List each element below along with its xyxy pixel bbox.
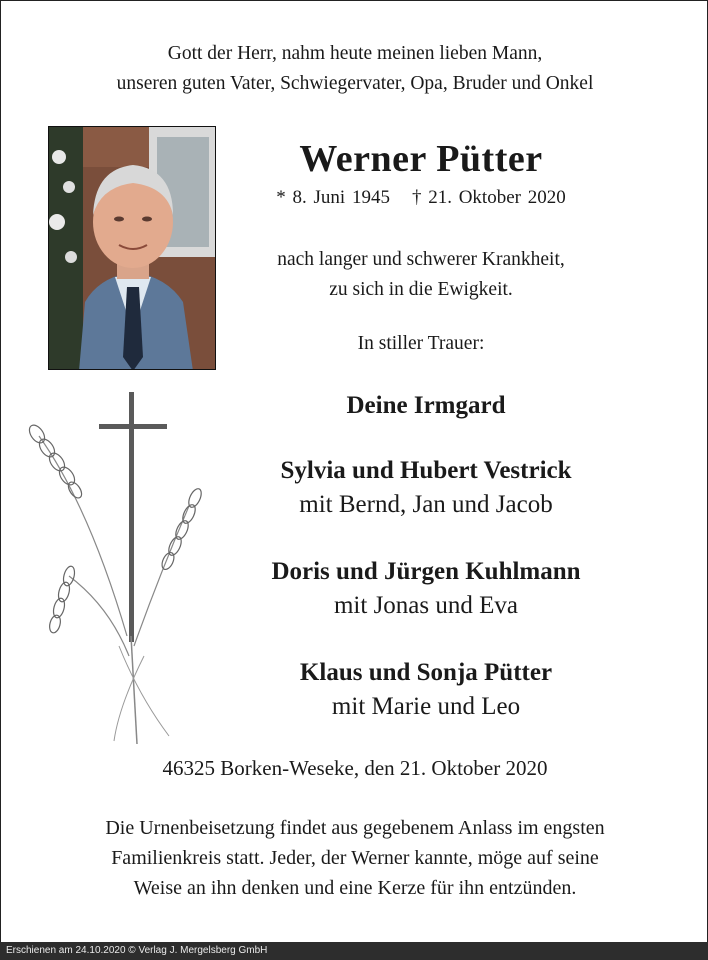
birth-date: * 8. Juni 1945 — [276, 187, 390, 208]
publication-footer: Erschienen am 24.10.2020 © Verlag J. Mergelsberg GmbH — [0, 942, 708, 960]
life-dates — [231, 187, 611, 209]
illness-text — [231, 245, 611, 305]
mourner-sub: mit Jonas und Eva — [333, 592, 518, 619]
mourner-head: Sylvia und Hubert Vestrick — [280, 457, 572, 484]
grief-label: In stiller Trauer: — [357, 333, 485, 354]
intro-line-1: Gott der Herr, nahm heute meinen lieben Mann, — [167, 43, 543, 64]
illness-line-1: nach langer und schwerer Krankheit, — [277, 249, 565, 270]
mourner-sub: mit Bernd, Jan und Jacob — [299, 491, 553, 518]
intro-text — [1, 39, 708, 99]
place-date: 46325 Borken-Weseke, den 21. Oktober 2020 — [162, 756, 548, 780]
notice-line-3: Weise an ihn denken und eine Kerze für ihn entzünden. — [133, 877, 577, 899]
portrait-photo — [48, 126, 216, 370]
mourner-head: Deine Irmgard — [346, 392, 506, 419]
intro-line-2: unseren guten Vater, Schwiegervater, Opa, Bruder und Onkel — [116, 73, 594, 94]
illness-line-2: zu sich in die Ewigkeit. — [329, 279, 513, 300]
notice-line-2: Familienkreis statt. Jeder, der Werner kannte, möge auf seine — [111, 847, 599, 869]
burial-notice — [1, 813, 708, 903]
portrait-photo-icon — [49, 127, 216, 370]
mourner-sub: mit Marie und Leo — [331, 693, 521, 720]
notice-line-1: Die Urnenbeisetzung findet aus gegebenem Anlass im engsten — [105, 817, 605, 839]
mourner-kuhlmann — [181, 555, 671, 623]
mourner-puetter — [181, 656, 671, 724]
mourner-irmgard — [181, 389, 671, 423]
deceased-name: Werner Pütter — [299, 138, 543, 180]
mourner-vestrick — [181, 454, 671, 522]
death-date: † 21. Oktober 2020 — [411, 187, 566, 208]
mourner-head: Doris und Jürgen Kuhlmann — [271, 558, 581, 585]
mourner-head: Klaus und Sonja Pütter — [299, 659, 553, 686]
